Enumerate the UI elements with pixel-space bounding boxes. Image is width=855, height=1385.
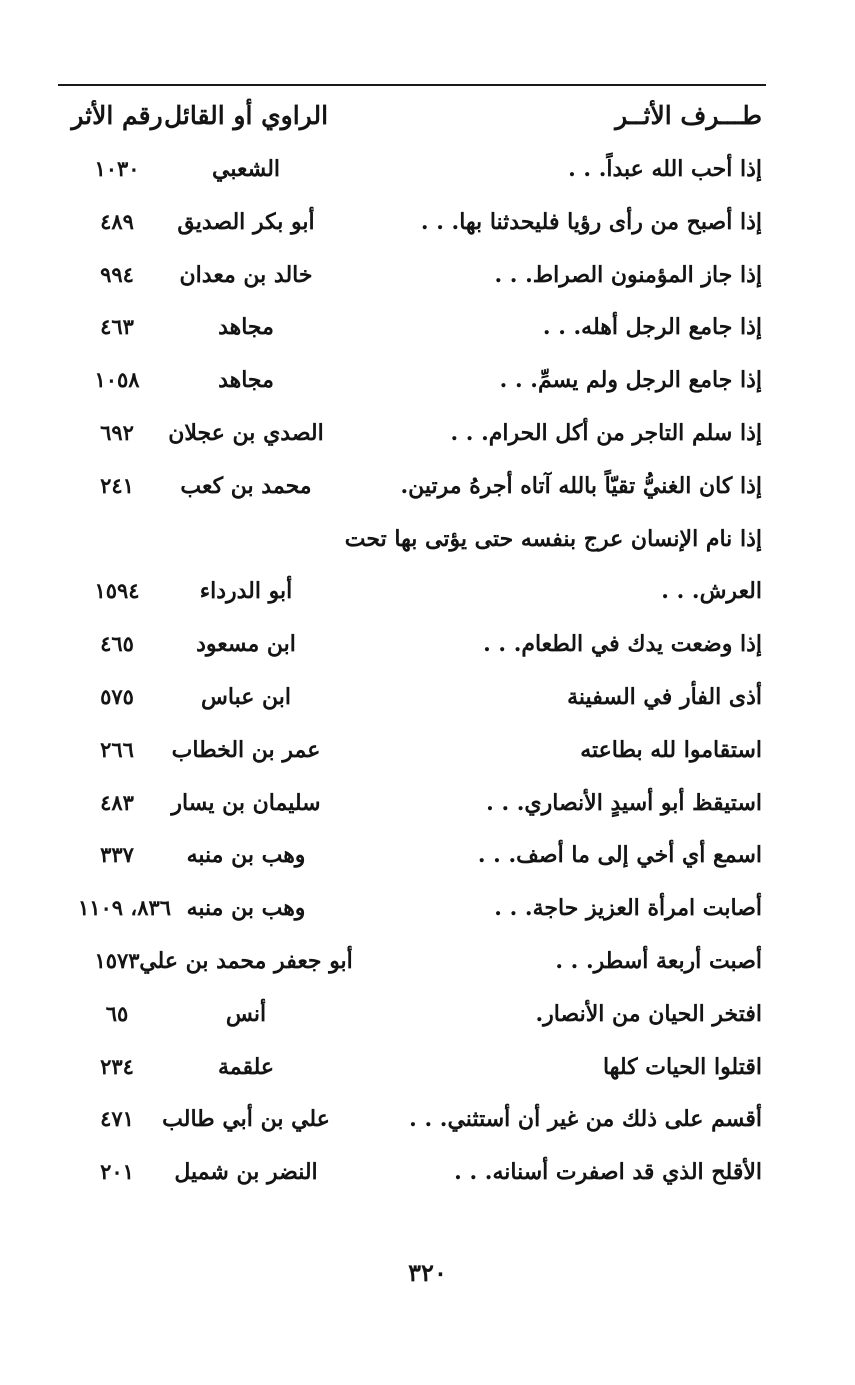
row-narrator: الصدي بن عجلان [168,419,324,446]
row-narrator: الشعبي [211,156,281,182]
table-row [58,143,766,196]
row-number: ٤٦٣ [100,314,134,340]
row-phrase: إذا سلم التاجر من أكل الحرام. . . [450,419,762,446]
row-narrator: ابن عباس [201,683,291,710]
row-phrase: الأقلح الذي قد اصفرت أسنانه. . . [454,1159,762,1186]
table-row [58,618,766,671]
row-narrator: أبو بكر الصديق [177,208,315,235]
row-narrator: علقمة [217,1053,275,1080]
row-number: ٤٨٩ [100,208,134,234]
table-row [58,671,766,724]
table-row [58,196,766,249]
row-narrator: مجاهد [218,367,274,394]
row-number: ١٠٥٨ [94,367,140,393]
row-phrase: أذى الفأر في السفينة [567,683,762,710]
header-phrase: طـــرف الأثــر [615,101,762,130]
row-narrator: مجاهد [218,314,274,341]
page-number: ٣٢٠ [408,1258,447,1287]
row-narrator: عمر بن الخطاب [171,736,321,763]
row-phrase: اقتلوا الحيات كلها [602,1053,762,1080]
row-narrator: أنس [225,1000,267,1027]
row-phrase: أصبت أربعة أسطر. . . [555,947,762,974]
row-phrase: استيقظ أبو أسيدٍ الأنصاري. . . [486,789,762,816]
table-header [58,92,766,140]
header-narrator: الراوي أو القائل [163,101,329,130]
row-phrase: إذا أصبح من رأى رؤيا فليحدثنا بها. . . [420,208,762,235]
row-phrase: إذا جامع الرجل ولم يسمِّ. . . [499,367,762,394]
row-number: ٣٣٧ [100,842,134,868]
table-row [58,935,766,988]
row-phrase: أصابت امرأة العزيز حاجة. . . [494,895,762,922]
table-row [58,1041,766,1094]
row-number: ٤٨٣ [100,789,134,815]
row-narrator: النضر بن شميل [174,1159,318,1186]
row-phrase: إذا جامع الرجل أهله. . . [542,314,762,341]
table-row [58,724,766,777]
row-number: ٢٣٤ [100,1053,134,1079]
table-row [58,513,766,566]
row-number: ١٠٣٠ [94,156,140,181]
row-number: ٤٧١ [100,1106,134,1132]
row-number: ١٥٩٤ [94,578,140,604]
row-narrator: أبو الدرداء [199,578,293,605]
row-number: ٢٦٦ [100,736,134,762]
row-number: ٨٣٦، ١١٠٩ [77,895,172,921]
row-narrator: علي بن أبي طالب [162,1106,330,1133]
table-row [58,565,766,618]
row-narrator: خالد بن معدان [179,261,313,288]
row-phrase: إذا كان الغنيُّ تقيّاً بالله آتاه أجرهُ مرتين. [400,472,762,499]
table-row [58,249,766,302]
table-row [58,354,766,407]
row-narrator: محمد بن كعب [180,472,312,499]
row-phrase: العرش. . . [661,578,762,605]
row-narrator: وهب بن منبه [186,895,306,922]
header-number: رقم الأثر [71,101,163,130]
table-row [58,301,766,354]
row-number: ١٥٧٣ [94,947,140,973]
table-row [58,1146,766,1199]
row-number: ٢٠١ [100,1159,134,1185]
row-number: ٩٩٤ [100,261,134,287]
table-row [58,1093,766,1146]
row-phrase: إذا أحب الله عبداً. . . [568,156,762,182]
row-phrase: أقسم على ذلك من غير أن أستثني. . . [409,1106,762,1133]
table-row [58,407,766,460]
row-number: ٥٧٥ [100,683,134,709]
row-phrase: إذا جاز المؤمنون الصراط. . . [494,261,762,288]
row-narrator: وهب بن منبه [186,842,306,869]
row-phrase: إذا نام الإنسان عرج بنفسه حتى يؤتى بها تحت [344,525,762,552]
row-phrase: اسمع أي أخي إلى ما أصف. . . [477,842,762,869]
row-number: ٦٩٢ [100,419,134,445]
table-row [58,460,766,513]
row-narrator: ابن مسعود [196,631,296,658]
row-narrator: أبو جعفر محمد بن علي [139,947,353,974]
table-row [58,882,766,935]
table-row [58,829,766,882]
table-row [58,777,766,830]
row-phrase: افتخر الحيان من الأنصار. [535,1000,762,1027]
header-rule [58,84,766,86]
row-number: ٤٦٥ [100,631,134,657]
row-phrase: إذا وضعت يدك في الطعام. . . [483,631,762,658]
row-phrase: استقاموا لله بطاعته [580,736,762,763]
index-table [58,143,766,1199]
row-number: ٦٥ [105,1000,129,1026]
row-number: ٢٤١ [100,472,134,498]
row-narrator: سليمان بن يسار [171,789,321,816]
table-row [58,988,766,1041]
